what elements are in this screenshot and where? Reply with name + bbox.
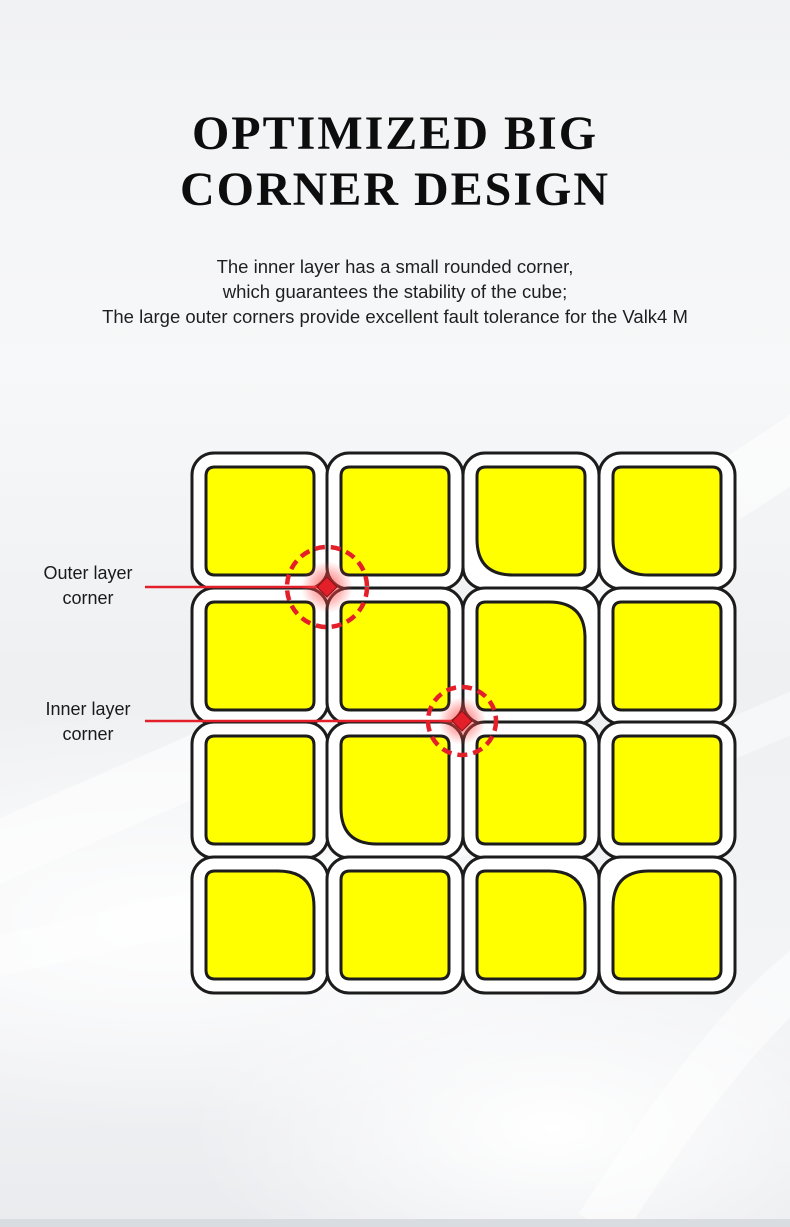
cube-sticker: [206, 602, 314, 710]
cube-sticker: [613, 467, 721, 575]
cube-sticker: [477, 467, 585, 575]
inner-label-line-2: corner: [62, 724, 114, 744]
cube-sticker: [341, 871, 449, 979]
outer-label-line-2: corner: [62, 588, 114, 608]
cube-sticker: [206, 467, 314, 575]
cube-sticker: [477, 871, 585, 979]
title-line-2: CORNER DESIGN: [179, 163, 611, 216]
title-line-1: OPTIMIZED BIG: [191, 107, 599, 160]
cube-sticker: [477, 736, 585, 844]
cube-sticker: [206, 736, 314, 844]
inner-label-line-1: Inner layer: [45, 699, 131, 719]
description-line-2: which guarantees the stability of the cube;: [222, 281, 568, 302]
cube-sticker: [613, 602, 721, 710]
description-line-1: The inner layer has a small rounded corner,: [216, 256, 574, 277]
cube-sticker: [206, 871, 314, 979]
cube-sticker: [477, 602, 585, 710]
cube-sticker: [613, 871, 721, 979]
cube-sticker: [341, 467, 449, 575]
cube-sticker: [341, 736, 449, 844]
cube-sticker: [341, 602, 449, 710]
cube-sticker: [613, 736, 721, 844]
description-line-3: The large outer corners provide excellent fault tolerance for the Valk4 M: [102, 306, 688, 327]
outer-label-line-1: Outer layer: [43, 563, 133, 583]
